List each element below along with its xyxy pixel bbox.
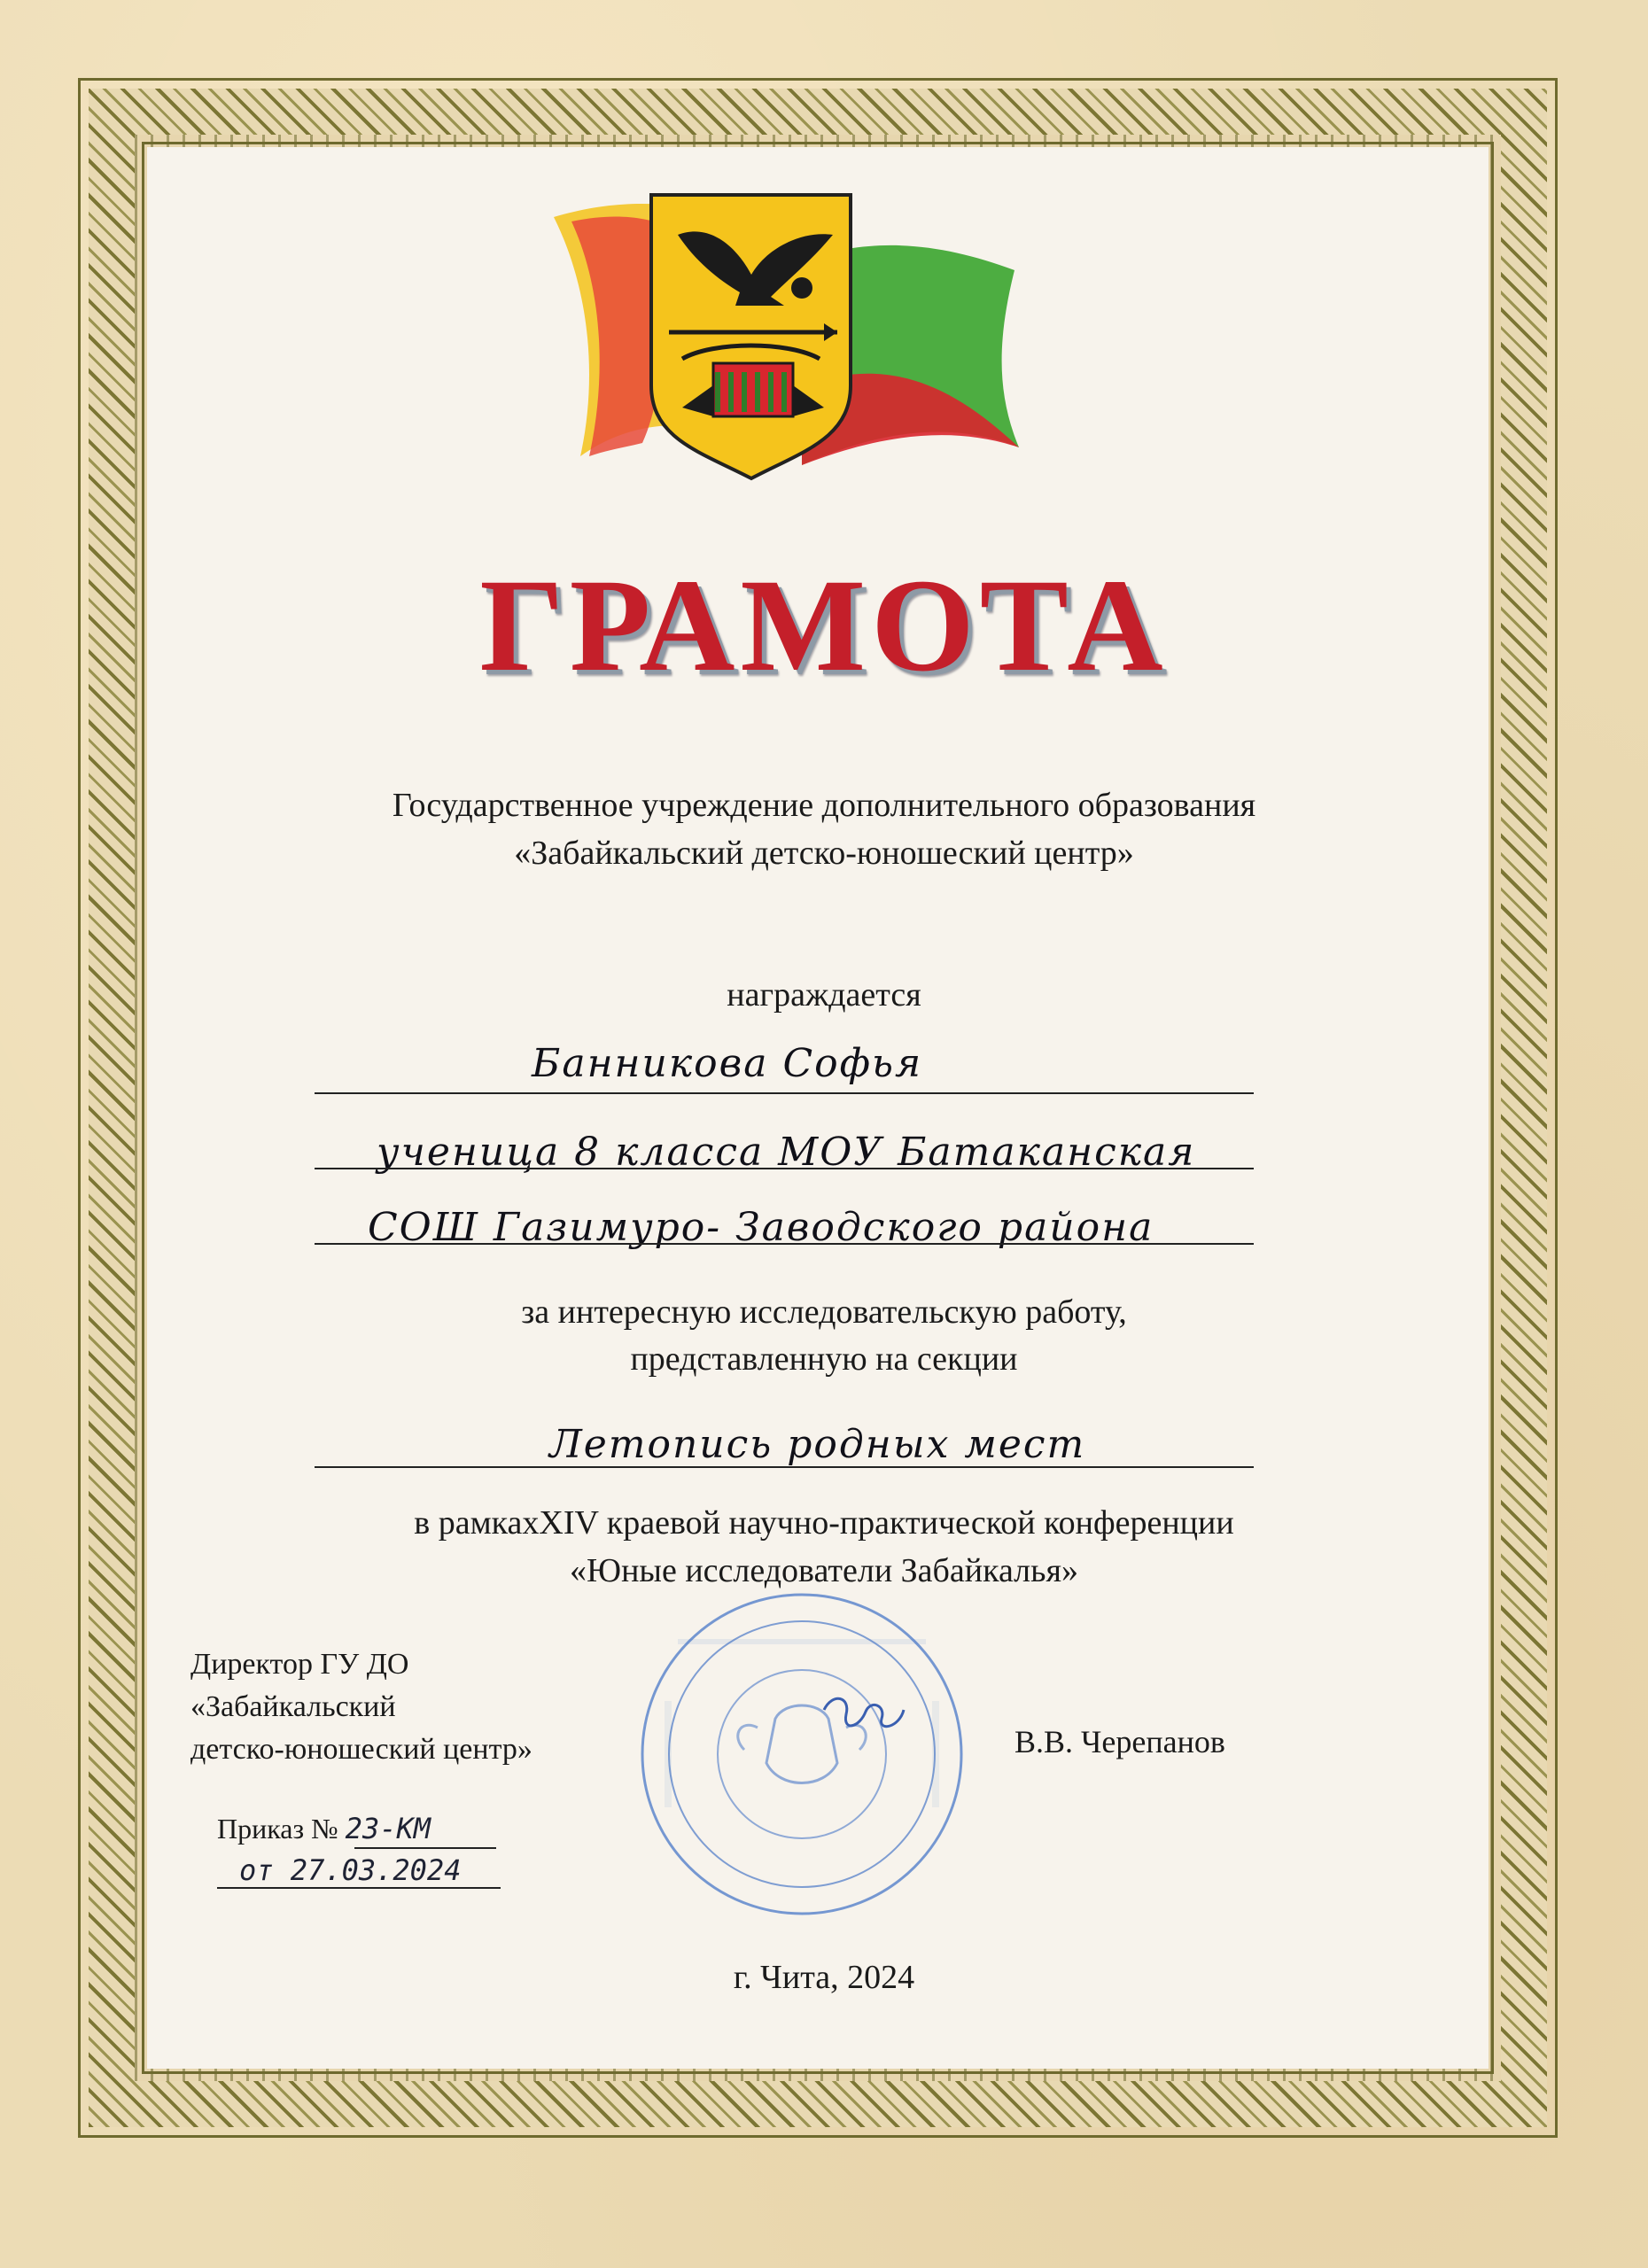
official-stamp — [634, 1586, 970, 1922]
recipient-school-line: ученица 8 класса МОУ Батаканская — [377, 1130, 1196, 1175]
issuer-line-2: «Забайкальский детско-юношеский центр» — [514, 835, 1134, 872]
conference-line-2: «Юные исследователи Забайкалья» — [570, 1552, 1078, 1589]
director-line-1: Директор ГУ ДО — [190, 1648, 409, 1681]
issuer-line-1: Государственное учреждение дополнительного образования — [392, 787, 1256, 824]
certificate-title: ГРАМОТА — [479, 552, 1169, 699]
underline — [315, 1168, 1254, 1169]
order-number: 23-КМ — [345, 1812, 431, 1845]
underline — [217, 1887, 501, 1889]
director-line-2: «Забайкальский — [190, 1690, 396, 1723]
order-date-row — [239, 1853, 461, 1887]
underline — [315, 1243, 1254, 1245]
underline — [315, 1466, 1254, 1468]
reason-line-2: представленную на секции — [630, 1340, 1018, 1378]
city-year: г. Чита, 2024 — [733, 1959, 915, 1996]
order-reference — [217, 1812, 431, 1845]
underline — [315, 1092, 1254, 1094]
underline — [354, 1847, 496, 1849]
order-label: Приказ № — [217, 1813, 338, 1845]
recipient-district-line: СОШ Газимуро- Заводского района — [368, 1205, 1154, 1250]
conference-line-1: в рамкахXIV краевой научно-практической конференции — [414, 1504, 1234, 1542]
director-title-block — [190, 1643, 532, 1771]
recipient-name: Банникова Софья — [532, 1041, 923, 1086]
reason-line-1: за интересную исследовательскую работу, — [521, 1293, 1127, 1331]
order-date: от 27.03.2024 — [239, 1853, 462, 1887]
director-line-3: детско-юношеский центр» — [190, 1733, 532, 1766]
coat-of-arms-emblem — [536, 182, 1032, 483]
signer-name: В.В. Черепанов — [1014, 1724, 1225, 1759]
awarded-label: награждается — [727, 976, 921, 1014]
section-name: Летопись родных мест — [549, 1422, 1086, 1467]
